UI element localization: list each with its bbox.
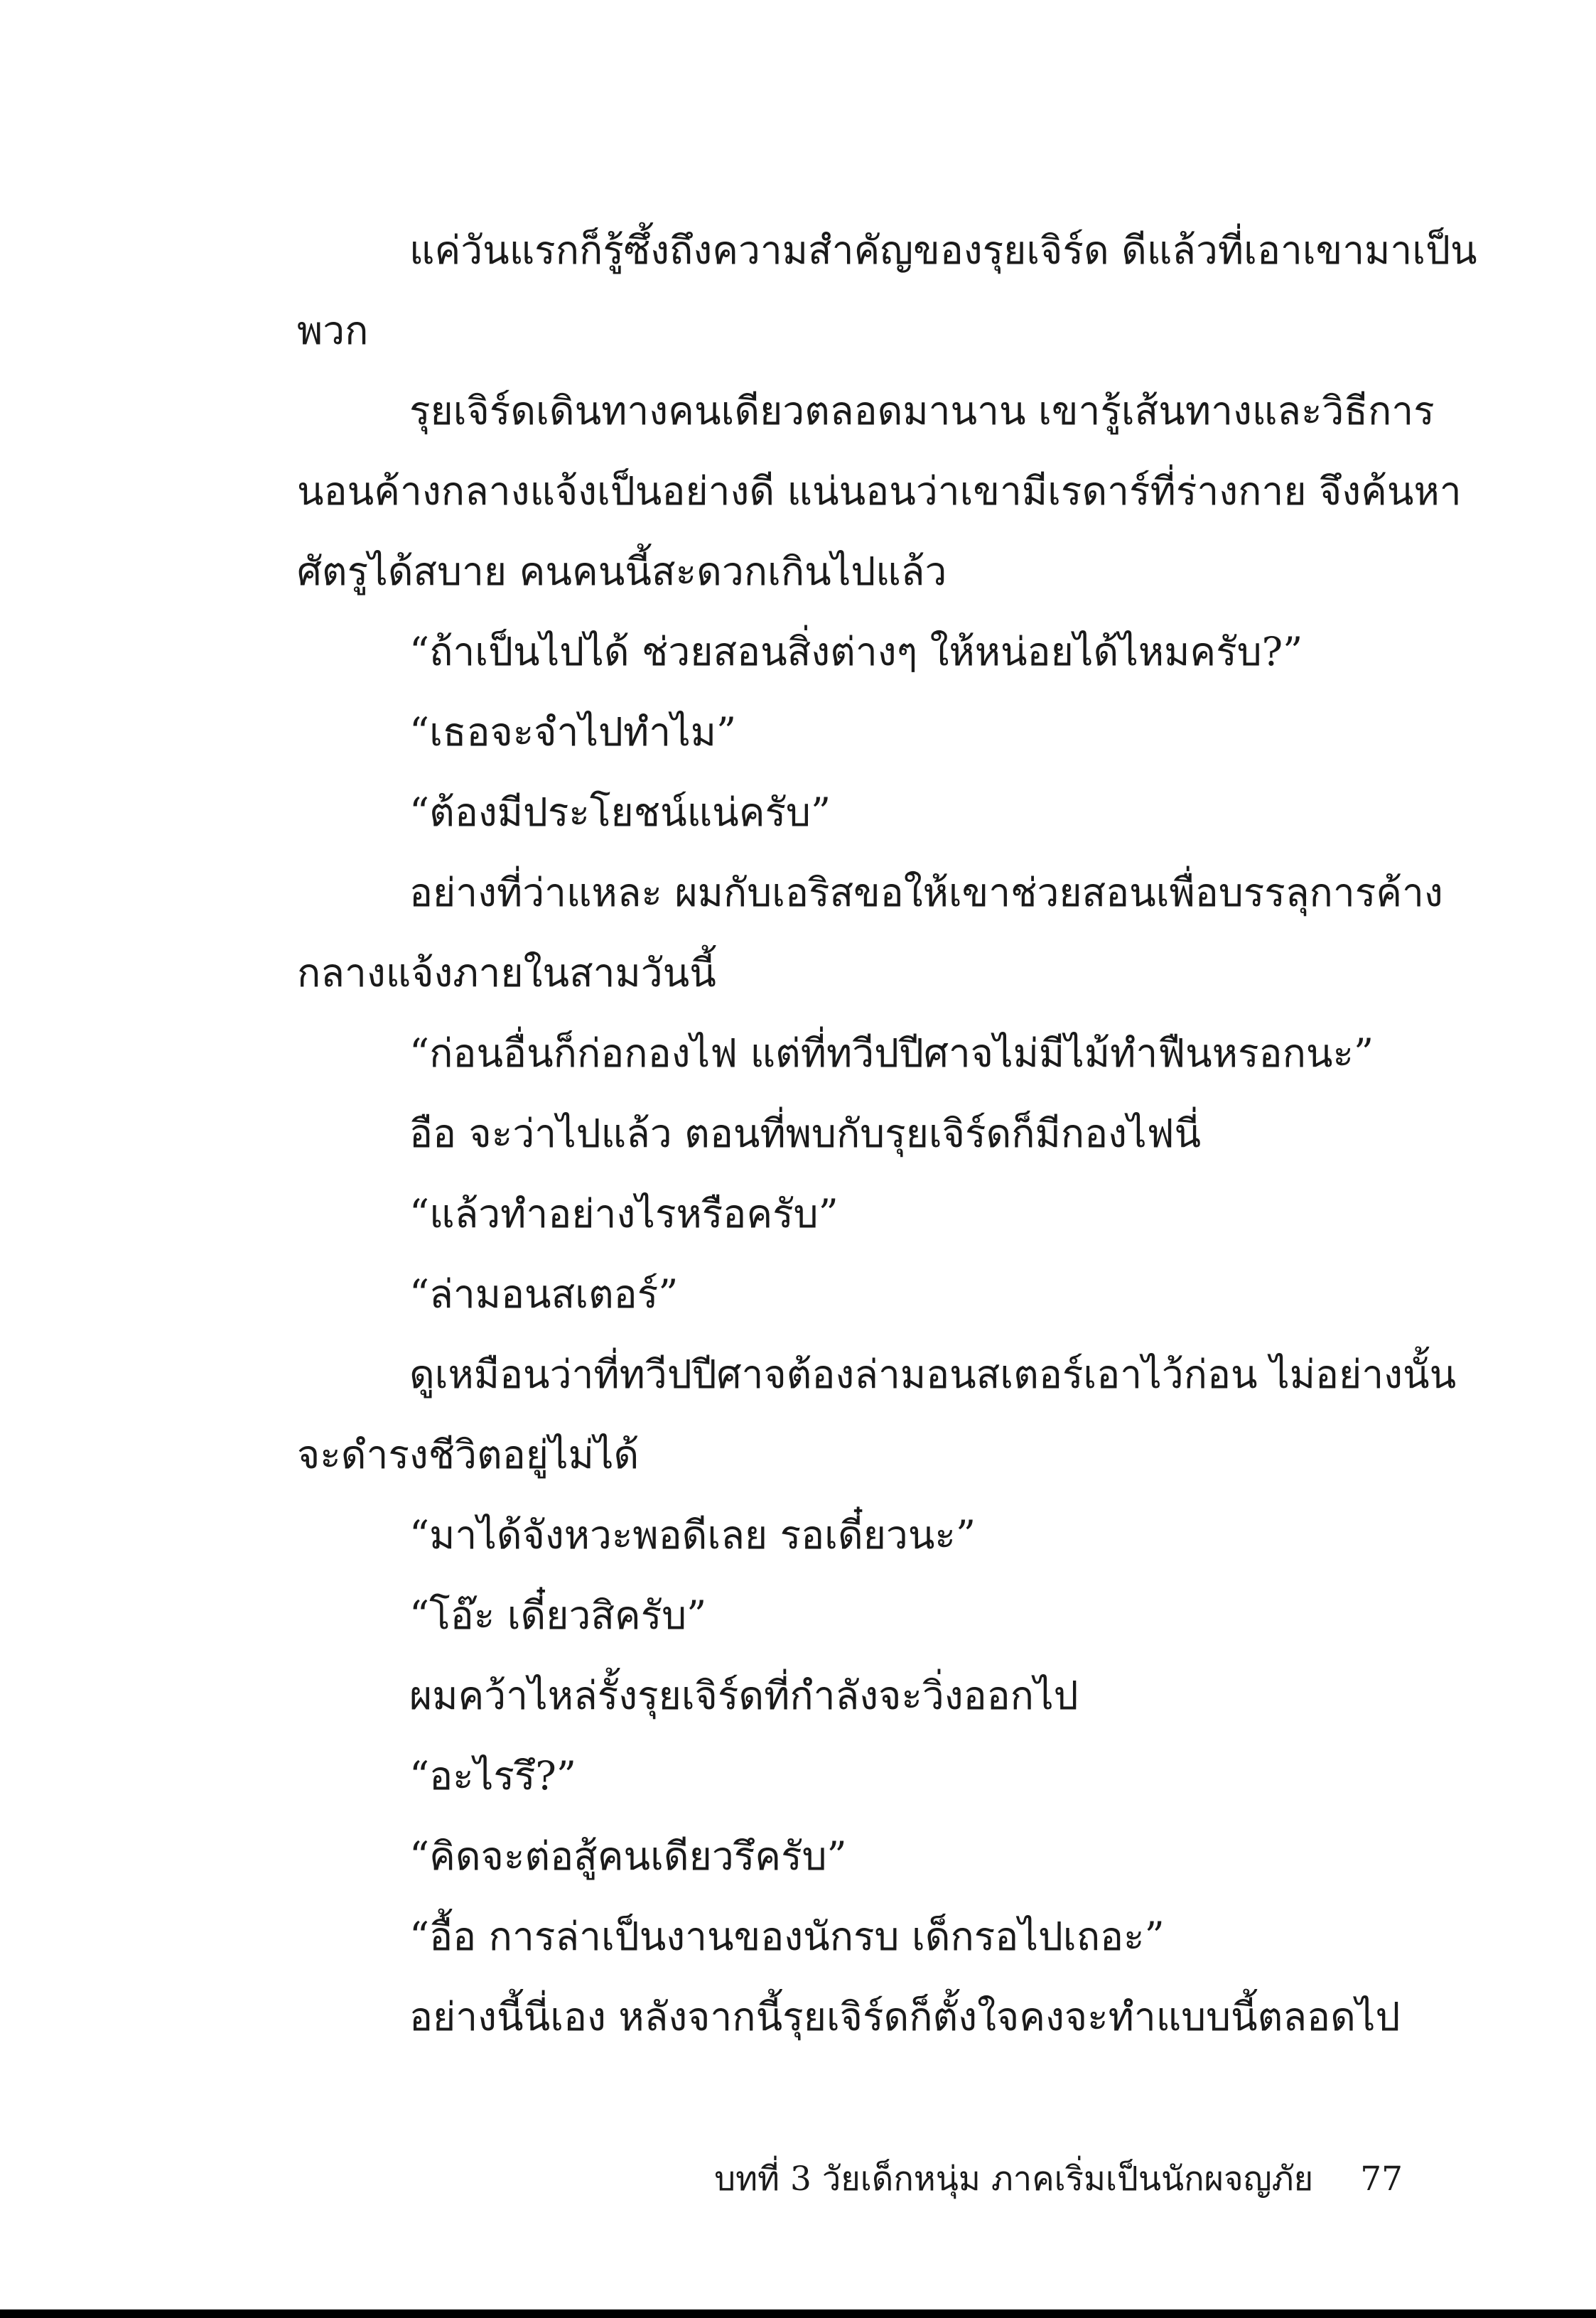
page-footer (640, 2147, 1403, 2211)
page-number: 77 (1360, 2160, 1403, 2199)
dialogue-line: “คิดจะต่อสู้คนเดียวรึครับ” (409, 1833, 847, 1879)
bottom-border (0, 2309, 1596, 2318)
dialogue-line: “แล้วทำอย่างไรหรือครับ” (409, 1191, 839, 1236)
paragraph-line: อือ จะว่าไปแล้ว ตอนที่พบกับรุยเจิร์ดก็มีกองไฟนี่ (409, 1111, 1202, 1156)
body-text (297, 210, 1477, 2057)
paragraph-line: แค่วันแรกก็รู้ซึ้งถึงความสำคัญของรุยเจิร์ด ดีแล้วที่เอาเขามาเป็น (409, 227, 1477, 273)
paragraph-line: ผมคว้าไหล่รั้งรุยเจิร์ดที่กำลังจะวิ่งออกไป (409, 1673, 1079, 1718)
paragraph-line: จะดำรงชีวิตอยู่ไม่ได้ (297, 1432, 640, 1477)
dialogue-line: “ต้องมีประโยชน์แน่ครับ” (409, 789, 831, 835)
dialogue-line: “ล่ามอนสเตอร์” (409, 1271, 679, 1317)
chapter-title: บทที่ 3 วัยเด็กหนุ่ม ภาคเริ่มเป็นนักผจญภัย (714, 2160, 1314, 2199)
dialogue-line: “โอ๊ะ เดี๋ยวสิครับ” (409, 1592, 707, 1638)
paragraph-line: พวก (297, 308, 369, 353)
paragraph-line: อย่างนี้นี่เอง หลังจากนี้รุยเจิร์ดก็ตั้งใจคงจะทำแบบนี้ตลอดไป (409, 1994, 1401, 2039)
dialogue-line: “มาได้จังหวะพอดีเลย รอเดี๋ยวนะ” (409, 1512, 976, 1558)
paragraph-line: อย่างที่ว่าแหละ ผมกับเอริสขอให้เขาช่วยสอนเพื่อบรรลุการค้าง (409, 870, 1443, 915)
paragraph-line: กลางแจ้งภายในสามวันนี้ (297, 950, 716, 996)
paragraph-line: ดูเหมือนว่าที่ทวีปปีศาจต้องล่ามอนสเตอร์เอาไว้ก่อน ไม่อย่างนั้น (409, 1352, 1457, 1397)
paragraph-line: ศัตรูได้สบาย คนคนนี้สะดวกเกินไปแล้ว (297, 549, 947, 594)
paragraph-line: รุยเจิร์ดเดินทางคนเดียวตลอดมานาน เขารู้เส้นทางและวิธีการ (409, 388, 1435, 433)
dialogue-line: “เธอจะจำไปทำไม” (409, 709, 737, 755)
dialogue-line: “ถ้าเป็นไปได้ ช่วยสอนสิ่งต่างๆ ให้หน่อยได้ไหมครับ?” (409, 629, 1303, 674)
paragraph-line: นอนค้างกลางแจ้งเป็นอย่างดี แน่นอนว่าเขามีเรดาร์ที่ร่างกาย จึงค้นหา (297, 468, 1462, 514)
dialogue-line: “อื้อ การล่าเป็นงานของนักรบ เด็กรอไปเถอะ” (409, 1914, 1165, 1959)
dialogue-line: “ก่อนอื่นก็ก่อกองไฟ แต่ที่ทวีปปีศาจไม่มีไม้ทำฟืนหรอกนะ” (409, 1030, 1374, 1076)
dialogue-line: “อะไรรึ?” (409, 1753, 577, 1799)
